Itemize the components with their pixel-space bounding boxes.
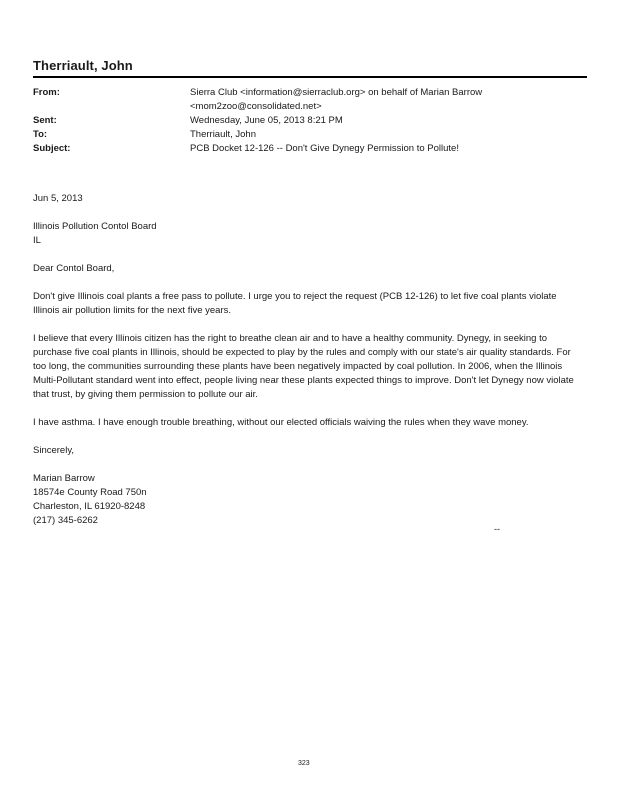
to-row	[33, 128, 593, 142]
recipient-line2: IL	[33, 235, 41, 246]
to-label: To:	[33, 129, 48, 140]
sent-value: Wednesday, June 05, 2013 8:21 PM	[190, 115, 343, 126]
sent-label: Sent:	[33, 115, 57, 126]
signature-block	[33, 472, 581, 528]
letter-date: Jun 5, 2013	[33, 193, 83, 204]
salutation: Dear Contol Board,	[33, 263, 115, 274]
recipient-block	[33, 220, 581, 248]
to-value: Therriault, John	[190, 129, 257, 140]
subject-label: Subject:	[33, 143, 71, 154]
mailbox-owner-name: Therriault, John	[33, 58, 133, 73]
signature-name: Marian Barrow	[33, 473, 95, 484]
signature-address-line1: 18574e County Road 750n	[33, 487, 147, 498]
from-value-line2: <mom2zoo@consolidated.net>	[190, 101, 322, 112]
closing: Sincerely,	[33, 445, 75, 456]
signature-address-line2: Charleston, IL 61920-8248	[33, 501, 146, 512]
trailing-mark: --	[494, 524, 500, 534]
paragraph-1: Don't give Illinois coal plants a free pass to pollute. I urge you to reject the request (PCB 12-126) to let five coal plants violate Illinois air pollution limits for the next five years.	[33, 291, 557, 316]
header-divider	[33, 76, 587, 78]
recipient-line1: Illinois Pollution Contol Board	[33, 221, 157, 232]
from-label: From:	[33, 87, 60, 98]
subject-value: PCB Docket 12-126 -- Don't Give Dynegy Permission to Pollute!	[190, 143, 459, 154]
subject-row	[33, 142, 593, 156]
sent-row	[33, 114, 593, 128]
signature-phone: (217) 345-6262	[33, 515, 98, 526]
from-value-line1: Sierra Club <information@sierraclub.org> on behalf of Marian Barrow	[190, 87, 483, 98]
page-number: 323	[298, 760, 310, 767]
from-value	[190, 86, 530, 114]
paragraph-2: I believe that every Illinois citizen has the right to breathe clean air and to have a healthy community. Dynegy, in seeking to purchase five coal plants in Illinois, should be expected to play by the rules and comply with our state's air quality standards. For too long, the communities surrounding these plants have been negatively impacted by coal pollution. In 2006, when the Illinois Multi-Pollutant standard went into effect, people living near these plants expected things to improve. Don't let Dynegy now violate that trust, by giving them permission to pollute our air.	[33, 333, 574, 400]
from-row	[33, 86, 593, 114]
email-header	[33, 86, 593, 156]
email-body	[33, 192, 581, 528]
paragraph-3: I have asthma. I have enough trouble breathing, without our elected officials waiving the rules when they wave money.	[33, 417, 529, 428]
